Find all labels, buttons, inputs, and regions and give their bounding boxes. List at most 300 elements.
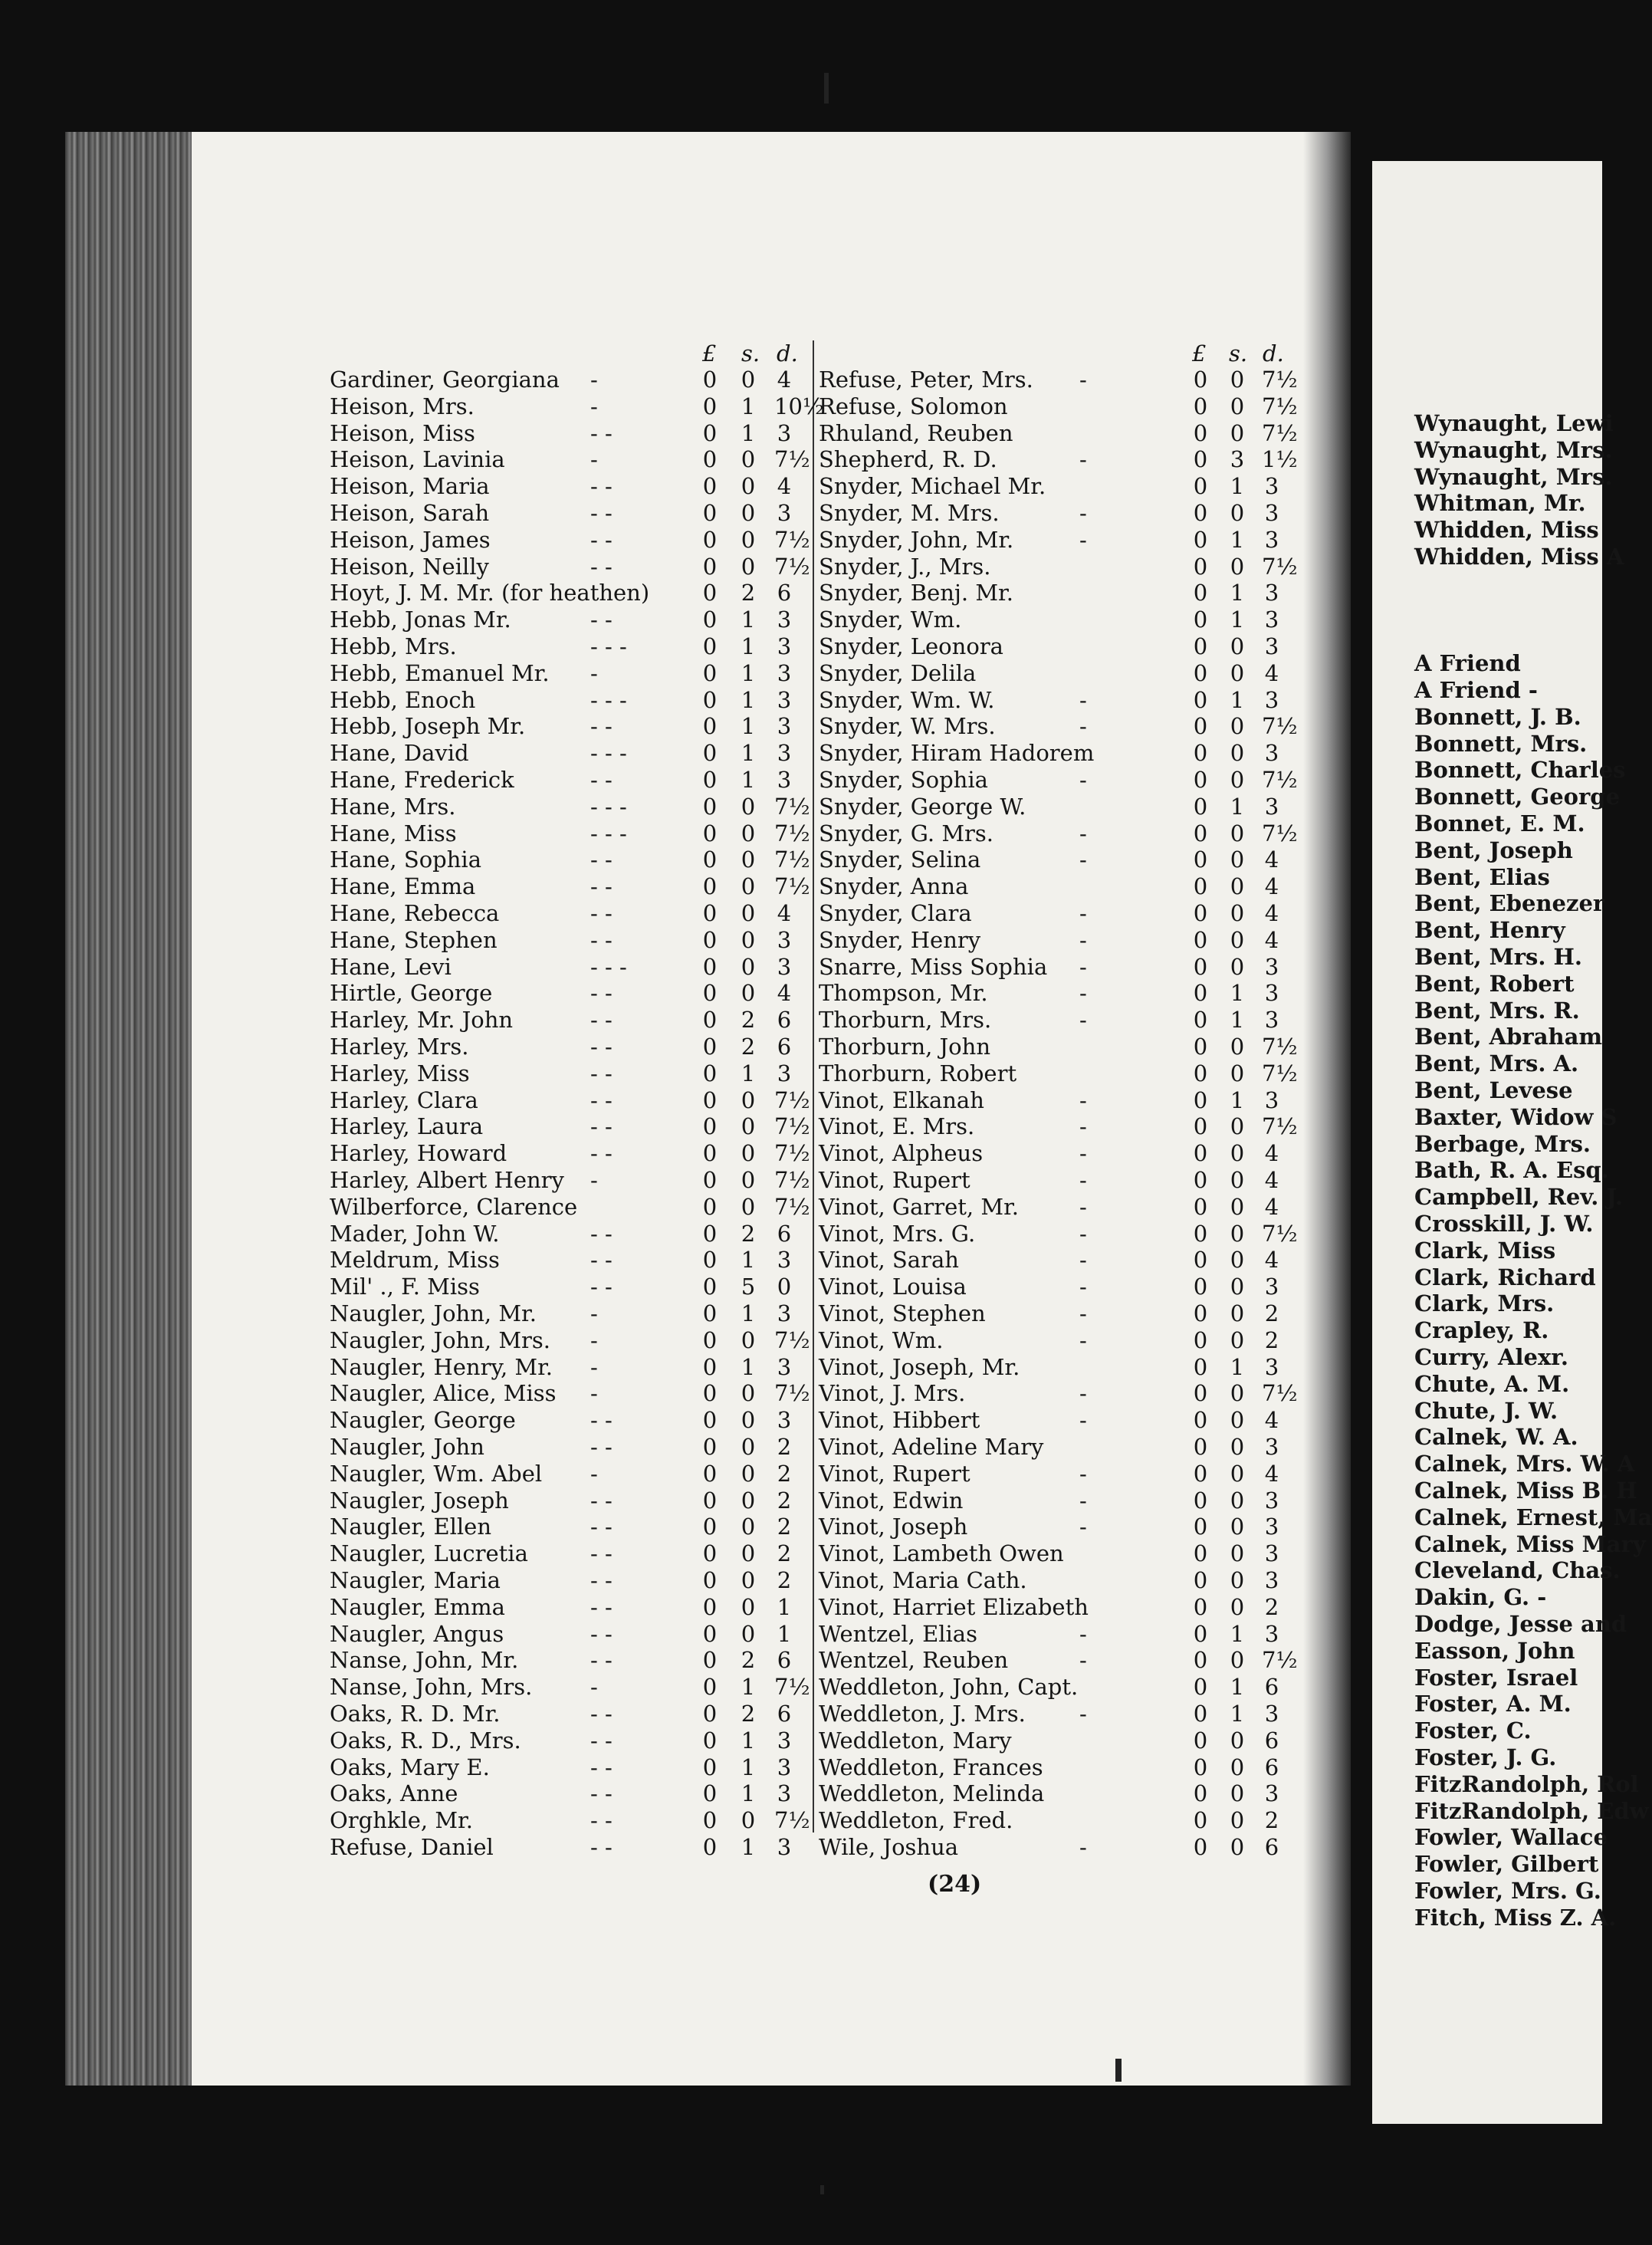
pounds-value: 0 <box>1193 1593 1208 1620</box>
leader-dash: - <box>1079 1140 1087 1167</box>
facing-page-entry: FitzRandolph, Rol <box>1414 1770 1639 1797</box>
facing-page-entry: Clark, Richard <box>1414 1264 1596 1290</box>
shillings-value: 0 <box>1230 873 1245 900</box>
pence-value: 7½ <box>774 846 810 873</box>
leader-dash: - - <box>590 473 613 500</box>
list-item <box>819 1354 1309 1380</box>
shillings-value: 0 <box>741 1113 756 1140</box>
list-item <box>819 660 1309 686</box>
list-item <box>330 1461 820 1487</box>
pence-value: 7½ <box>1262 820 1298 846</box>
list-item <box>330 900 820 926</box>
list-item <box>330 846 820 873</box>
list-item <box>819 1434 1309 1460</box>
facing-page-entry: Fowler, Mrs. G. <box>1414 1878 1601 1904</box>
list-item <box>819 1221 1309 1247</box>
pence-value: 4 <box>1264 873 1279 900</box>
pounds-value: 0 <box>702 1593 718 1620</box>
list-item <box>819 740 1309 766</box>
list-item <box>330 1060 820 1086</box>
pounds-value: 0 <box>702 1274 718 1300</box>
pounds-value: 0 <box>702 1326 718 1353</box>
pence-value: 4 <box>777 900 792 926</box>
shillings-value: 1 <box>741 606 756 633</box>
subscriber-name: Mil' ., F. Miss <box>330 1274 480 1300</box>
leader-dash: - - <box>590 1060 613 1086</box>
shillings-value: 0 <box>741 553 756 580</box>
shillings-value: 1 <box>741 1754 756 1780</box>
facing-page-entry: Bent, Mrs. R. <box>1414 997 1580 1024</box>
book-gutter <box>1303 132 1351 2086</box>
facing-page-entry: Bath, R. A. Esq. <box>1414 1157 1609 1184</box>
list-item <box>330 1540 820 1566</box>
shillings-value: 2 <box>741 1701 756 1727</box>
list-item <box>819 580 1309 606</box>
shillings-value: 0 <box>741 473 756 500</box>
list-item <box>330 980 820 1006</box>
subscriber-name: Vinot, Joseph, Mr. <box>819 1353 1020 1380</box>
list-item <box>330 1194 820 1220</box>
list-item <box>819 1647 1309 1673</box>
subscriber-name: Meldrum, Miss <box>330 1247 500 1274</box>
list-item <box>330 1487 820 1514</box>
pence-value: 3 <box>1264 686 1279 713</box>
list-item <box>819 1780 1309 1806</box>
subscriber-name: Hebb, Joseph Mr. <box>330 713 526 740</box>
subscriber-name: Oaks, R. D. Mr. <box>330 1701 501 1727</box>
subscriber-name: Oaks, Mary E. <box>330 1754 490 1780</box>
list-item <box>330 1780 820 1806</box>
shillings-value: 1 <box>741 1247 756 1274</box>
shillings-value: 5 <box>741 1274 756 1300</box>
subscriber-name: Vinot, Joseph <box>819 1514 968 1540</box>
subscriber-name: Snyder, G. Mrs. <box>819 820 993 846</box>
leader-dash: - - <box>590 1274 613 1300</box>
list-item <box>819 1461 1309 1487</box>
pence-value: 3 <box>777 740 792 767</box>
pence-value: 7½ <box>1262 553 1298 580</box>
pounds-value: 0 <box>1193 1487 1208 1514</box>
list-item <box>330 873 820 899</box>
shillings-value: 0 <box>1230 553 1245 580</box>
subscriber-name: Thorburn, Mrs. <box>819 1007 992 1034</box>
subscriber-name: Thorburn, Robert <box>819 1060 1017 1086</box>
scan-speck <box>824 73 829 104</box>
pence-value: 6 <box>777 580 792 606</box>
leader-dash: - <box>1079 1086 1087 1113</box>
list-item <box>330 1407 820 1433</box>
leader-dash: - <box>1079 953 1087 980</box>
pounds-value: 0 <box>702 1754 718 1780</box>
subscriber-name: Naugler, Wm. Abel <box>330 1460 543 1487</box>
subscriber-name: Harley, Clara <box>330 1086 478 1113</box>
list-item <box>330 473 820 499</box>
pounds-value: 0 <box>702 1060 718 1086</box>
subscriber-name: Heison, Maria <box>330 473 490 500</box>
subscriber-name: Harley, Mrs. <box>330 1034 469 1060</box>
pence-value: 6 <box>1264 1754 1279 1780</box>
subscriber-name: Snyder, Wm. <box>819 606 962 633</box>
pounds-value: 0 <box>1193 366 1208 393</box>
subscriber-name: Snyder, Sophia <box>819 767 988 793</box>
leader-dash: - <box>1079 1193 1087 1220</box>
shillings-value: 1 <box>1230 1007 1245 1034</box>
pounds-value: 0 <box>1193 953 1208 980</box>
leader-dash: - <box>1079 820 1087 846</box>
list-item <box>330 1327 820 1353</box>
pence-value: 6 <box>777 1701 792 1727</box>
pence-value: 7½ <box>1262 767 1298 793</box>
pounds-value: 0 <box>702 553 718 580</box>
pounds-value: 0 <box>702 1434 718 1460</box>
pounds-value: 0 <box>702 366 718 393</box>
subscriber-name: Vinot, J. Mrs. <box>819 1380 966 1407</box>
facing-page-entry: Foster, Israel <box>1414 1664 1578 1691</box>
shillings-value: 0 <box>741 500 756 526</box>
shillings-value: 0 <box>1230 1487 1245 1514</box>
pounds-value: 0 <box>702 1701 718 1727</box>
leader-dash: - - <box>590 1407 613 1434</box>
pounds-value: 0 <box>1193 1780 1208 1807</box>
pence-value: 7½ <box>774 873 810 900</box>
pounds-value: 0 <box>702 1807 718 1834</box>
shillings-value: 1 <box>741 1780 756 1807</box>
list-item <box>819 1807 1309 1833</box>
pounds-value: 0 <box>702 1407 718 1434</box>
list-item <box>330 393 825 419</box>
list-item <box>330 1567 820 1593</box>
leader-dash: - - <box>590 1140 613 1167</box>
facing-page-entry: Fitch, Miss Z. A. <box>1414 1904 1617 1931</box>
facing-page-entry: Whidden, Miss A <box>1414 544 1624 570</box>
pence-value: 4 <box>777 473 792 500</box>
subscriber-name: Snyder, Michael Mr. <box>819 473 1046 500</box>
pounds-value: 0 <box>1193 393 1208 419</box>
pence-value: 7½ <box>774 820 810 846</box>
list-item <box>330 1274 820 1300</box>
facing-page-entry: Bent, Henry <box>1414 917 1565 944</box>
pence-value: 7½ <box>774 1326 810 1353</box>
list-item <box>330 1354 820 1380</box>
pence-value: 7½ <box>774 1140 810 1167</box>
pence-value: 4 <box>1264 1407 1279 1434</box>
shillings-value: 1 <box>741 1353 756 1380</box>
pence-value: 2 <box>777 1434 792 1460</box>
pounds-value: 0 <box>1193 793 1208 820</box>
list-item <box>819 1407 1309 1433</box>
subscriber-name: Naugler, John, Mrs. <box>330 1326 550 1353</box>
list-item <box>330 927 820 953</box>
leader-dash: - - <box>590 526 613 553</box>
pounds-value: 0 <box>1193 1220 1208 1247</box>
shillings-value: 0 <box>1230 1780 1245 1807</box>
list-item <box>819 1274 1309 1300</box>
facing-page-entry: Wynaught, Mrs. <box>1414 436 1613 463</box>
pounds-value: 0 <box>702 767 718 793</box>
pence-value: 3 <box>777 1060 792 1086</box>
subscriber-name: Snyder, Henry <box>819 926 981 953</box>
shillings-value: 1 <box>741 659 756 686</box>
pounds-value: 0 <box>702 1167 718 1193</box>
pence-value: 2 <box>777 1487 792 1514</box>
subscriber-name: Naugler, Emma <box>330 1593 505 1620</box>
subscriber-name: Snyder, Clara <box>819 900 972 926</box>
leader-dash: - - <box>590 1834 613 1860</box>
subscriber-name: Vinot, Sarah <box>819 1247 959 1274</box>
list-item <box>819 527 1309 553</box>
pounds-value: 0 <box>1193 1514 1208 1540</box>
pence-value: 7½ <box>1262 1380 1298 1407</box>
pounds-value: 0 <box>1193 980 1208 1007</box>
subscriber-name: Hane, Emma <box>330 873 476 900</box>
subscriber-name: Heison, James <box>330 526 491 553</box>
subscriber-name: Weddleton, Fred. <box>819 1807 1013 1834</box>
shillings-value: 0 <box>1230 1434 1245 1460</box>
pence-value: 3 <box>777 1300 792 1326</box>
shillings-value: 1 <box>1230 793 1245 820</box>
pounds-value: 0 <box>1193 419 1208 446</box>
shillings-value: 0 <box>1230 1754 1245 1780</box>
facing-page-entry: Crosskill, J. W. <box>1414 1211 1594 1237</box>
shillings-value: 1 <box>1230 1353 1245 1380</box>
pounds-value: 0 <box>1193 1193 1208 1220</box>
facing-page-entry: Crapley, R. <box>1414 1317 1549 1344</box>
list-item <box>819 1167 1309 1193</box>
facing-page-entry: Bent, Ebenezer <box>1414 890 1605 917</box>
pence-value: 7½ <box>774 1380 810 1407</box>
pounds-value: 0 <box>1193 873 1208 900</box>
shillings-value: 0 <box>741 820 756 846</box>
list-item <box>819 1540 1309 1566</box>
list-item <box>819 1247 1309 1273</box>
leader-dash: - - - <box>590 820 627 846</box>
leader-dash: - - <box>590 1701 613 1727</box>
facing-page-entry: Bent, Abraham <box>1414 1024 1603 1050</box>
shillings-value: 1 <box>741 633 756 659</box>
pence-value: 4 <box>1264 659 1279 686</box>
subscriber-name: Vinot, Mrs. G. <box>819 1220 976 1247</box>
pounds-value: 0 <box>702 1247 718 1274</box>
pounds-value: 0 <box>1193 1113 1208 1140</box>
pounds-value: 0 <box>1193 1540 1208 1567</box>
pence-value: 7½ <box>774 1674 810 1701</box>
leader-dash: - <box>590 1674 598 1701</box>
list-item <box>819 1300 1309 1326</box>
pounds-value: 0 <box>1193 1674 1208 1701</box>
leader-dash: - <box>1079 1247 1087 1274</box>
leader-dash: - - <box>590 846 613 873</box>
pounds-value: 0 <box>1193 1380 1208 1407</box>
list-item <box>819 1034 1309 1060</box>
leader-dash: - <box>1079 1701 1087 1727</box>
subscriber-name: Rhuland, Reuben <box>819 419 1013 446</box>
facing-page-entry: Baxter, Widow S <box>1414 1103 1618 1130</box>
list-item <box>819 980 1309 1006</box>
pence-value: 3 <box>777 633 792 659</box>
shillings-value: 0 <box>1230 633 1245 659</box>
pence-value: 3 <box>777 1407 792 1434</box>
list-item <box>330 660 820 686</box>
pounds-value: 0 <box>1193 713 1208 740</box>
subscriber-name: Vinot, Rupert <box>819 1460 971 1487</box>
shillings-value: 0 <box>1230 659 1245 686</box>
subscriber-name: Heison, Sarah <box>330 500 490 526</box>
shillings-value: 1 <box>741 767 756 793</box>
list-item <box>330 500 820 526</box>
page-number: (24) <box>928 1871 982 1898</box>
pence-value: 7½ <box>1262 419 1298 446</box>
leader-dash: - <box>590 1300 598 1326</box>
leader-dash: - <box>590 1380 598 1407</box>
leader-dash: - - <box>590 1220 613 1247</box>
pence-value: 7½ <box>774 1113 810 1140</box>
subscriber-name: Hebb, Jonas Mr. <box>330 606 511 633</box>
list-item <box>819 1060 1309 1086</box>
pence-value: 4 <box>1264 1167 1279 1193</box>
pence-value: 7½ <box>774 1807 810 1834</box>
leader-dash: - - <box>590 1514 613 1540</box>
pence-value: 6 <box>777 1034 792 1060</box>
pounds-value: 0 <box>702 740 718 767</box>
pounds-value: 0 <box>1193 1140 1208 1167</box>
leader-dash: - <box>1079 1380 1087 1407</box>
list-item <box>819 873 1309 899</box>
leader-dash: - - <box>590 1086 613 1113</box>
list-item <box>330 1594 820 1620</box>
shillings-value: 0 <box>1230 953 1245 980</box>
pounds-value: 0 <box>1193 846 1208 873</box>
facing-page-entry: Bent, Joseph <box>1414 837 1573 863</box>
pence-value: 3 <box>1264 1567 1279 1593</box>
list-item <box>330 1434 820 1460</box>
subscriber-name: Naugler, Henry, Mr. <box>330 1353 553 1380</box>
pounds-value: 0 <box>1193 1167 1208 1193</box>
shillings-value: 2 <box>741 1007 756 1034</box>
list-item <box>819 473 1309 499</box>
leader-dash: - - <box>590 1620 613 1647</box>
pounds-value: 0 <box>702 1567 718 1593</box>
list-item <box>819 1113 1309 1139</box>
subscriber-name: Oaks, Anne <box>330 1780 458 1807</box>
leader-dash: - <box>1079 1514 1087 1540</box>
pounds-value: 0 <box>1193 1754 1208 1780</box>
pounds-value: 0 <box>1193 820 1208 846</box>
pence-value: 3 <box>1264 1007 1279 1034</box>
facing-page-entry: A Friend - <box>1414 677 1538 703</box>
list-item <box>819 954 1309 980</box>
shillings-value: 0 <box>1230 767 1245 793</box>
pence-value: 3 <box>777 926 792 953</box>
shillings-value: 1 <box>1230 580 1245 606</box>
shillings-value: 1 <box>1230 606 1245 633</box>
facing-page-entry: Bent, Elias <box>1414 863 1550 890</box>
pounds-value: 0 <box>702 1647 718 1674</box>
facing-page-entry: Cleveland, Chas. <box>1414 1557 1621 1584</box>
pounds-value: 0 <box>702 1380 718 1407</box>
pence-value: 7½ <box>774 1193 810 1220</box>
shillings-value: 2 <box>741 1220 756 1247</box>
subscriber-name: Heison, Neilly <box>330 553 489 580</box>
facing-page-entry: Wynaught, Lewi <box>1414 410 1614 436</box>
shillings-value: 0 <box>1230 1274 1245 1300</box>
pounds-value: 0 <box>702 1780 718 1807</box>
facing-page-entry: Bent, Mrs. H. <box>1414 944 1583 970</box>
subscriber-name: Snyder, Anna <box>819 873 969 900</box>
shillings-value: 0 <box>741 366 756 393</box>
shillings-value: 0 <box>1230 900 1245 926</box>
pounds-value: 0 <box>1193 1034 1208 1060</box>
pence-value: 3 <box>1264 526 1279 553</box>
shillings-value: 1 <box>741 1060 756 1086</box>
shillings-value: 1 <box>1230 526 1245 553</box>
pounds-value: 0 <box>702 953 718 980</box>
shillings-value: 0 <box>741 793 756 820</box>
leader-dash: - - <box>590 713 613 740</box>
pounds-value: 0 <box>702 473 718 500</box>
pence-value: 2 <box>777 1540 792 1567</box>
shillings-value: 0 <box>1230 1593 1245 1620</box>
pounds-value: 0 <box>1193 500 1208 526</box>
shillings-value: 1 <box>1230 1620 1245 1647</box>
shillings-value: 0 <box>741 526 756 553</box>
subscriber-name: Wile, Joshua <box>819 1834 959 1860</box>
pounds-value: 0 <box>1193 659 1208 686</box>
leader-dash: - <box>590 446 598 473</box>
pounds-value: 0 <box>1193 1247 1208 1274</box>
shillings-value: 0 <box>1230 820 1245 846</box>
pence-value: 4 <box>777 980 792 1007</box>
pence-value: 3 <box>1264 980 1279 1007</box>
facing-page-entry: Wynaught, Mrs. <box>1414 463 1613 490</box>
list-item <box>819 846 1309 873</box>
subscriber-name: Gardiner, Georgiana <box>330 366 560 393</box>
shillings-value: 3 <box>1230 446 1245 473</box>
list-item <box>330 1674 820 1700</box>
subscriber-name: Snyder, Hiram Hadorem <box>819 740 1095 767</box>
pence-value: 3 <box>1264 580 1279 606</box>
pounds-value: 0 <box>1193 1434 1208 1460</box>
shillings-value: 1 <box>1230 980 1245 1007</box>
pence-value: 3 <box>777 767 792 793</box>
shillings-value: 0 <box>741 446 756 473</box>
pounds-value: 0 <box>1193 1620 1208 1647</box>
shillings-value: 0 <box>1230 1407 1245 1434</box>
subscriber-name: Snyder, Leonora <box>819 633 1003 659</box>
shillings-value: 1 <box>741 686 756 713</box>
shillings-value: 0 <box>741 1434 756 1460</box>
shillings-value: 0 <box>1230 1060 1245 1086</box>
shillings-value: 0 <box>741 1193 756 1220</box>
pence-value: 3 <box>1264 1701 1279 1727</box>
pounds-value: 0 <box>702 900 718 926</box>
leader-dash: - - - <box>590 633 627 659</box>
list-item <box>330 1300 820 1326</box>
leader-dash: - <box>1079 366 1087 393</box>
pence-value: 6 <box>1264 1834 1279 1860</box>
pence-value: 4 <box>1264 1140 1279 1167</box>
list-item <box>819 1594 1309 1620</box>
facing-page-entry: A Friend <box>1414 650 1521 677</box>
list-item <box>819 1834 1309 1860</box>
pence-value: 4 <box>1264 846 1279 873</box>
pence-value: 7½ <box>1262 1220 1298 1247</box>
shillings-value: 0 <box>1230 1034 1245 1060</box>
list-item <box>330 633 820 659</box>
facing-page-entry: Bonnett, Mrs. <box>1414 730 1588 757</box>
left-header-shilling: s. <box>741 340 760 366</box>
shillings-value: 0 <box>1230 393 1245 419</box>
pence-value: 2 <box>1264 1593 1279 1620</box>
